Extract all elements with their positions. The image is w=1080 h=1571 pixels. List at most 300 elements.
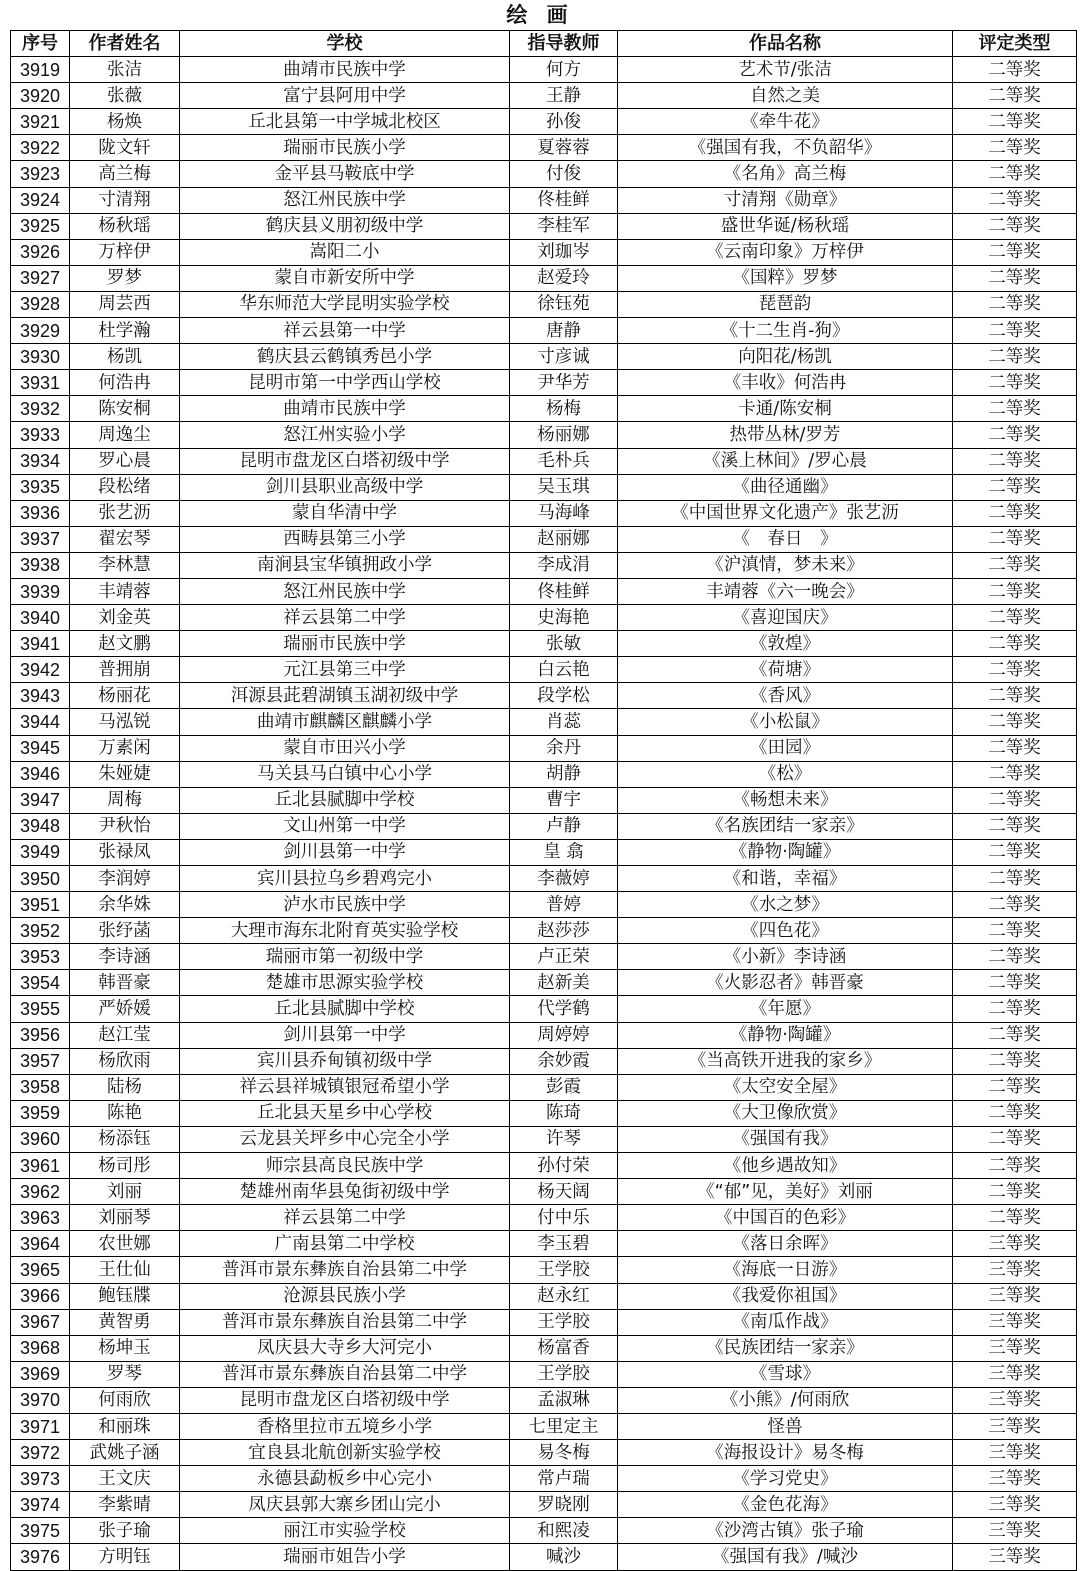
table-row [11, 1022, 1077, 1048]
serial-cell: 3927 [11, 265, 70, 291]
teacher-cell: 徐钰苑 [510, 291, 618, 317]
school-cell: 昆明市盘龙区白塔初级中学 [180, 448, 510, 474]
award-cell: 二等奖 [953, 265, 1077, 291]
author-cell: 张禄凤 [70, 839, 180, 865]
table-row [11, 1387, 1077, 1413]
award-cell: 三等奖 [953, 1283, 1077, 1309]
award-cell: 三等奖 [953, 1231, 1077, 1257]
work-title-cell: 《民族团结一家亲》 [618, 1335, 953, 1361]
school-cell: 宾川县拉乌乡碧鸡完小 [180, 866, 510, 892]
award-cell: 二等奖 [953, 344, 1077, 370]
serial-cell: 3974 [11, 1492, 70, 1518]
author-cell: 武姚子涵 [70, 1440, 180, 1466]
author-cell: 寸清翔 [70, 187, 180, 213]
table-row [11, 1231, 1077, 1257]
school-cell: 富宁县阿用中学 [180, 83, 510, 109]
award-cell: 三等奖 [953, 1257, 1077, 1283]
table-row [11, 839, 1077, 865]
work-title-cell: 《畅想未来》 [618, 787, 953, 813]
author-cell: 罗心晨 [70, 448, 180, 474]
school-cell: 蒙自市田兴小学 [180, 735, 510, 761]
school-cell: 丘北县腻脚中学校 [180, 787, 510, 813]
school-cell: 剑川县职业高级中学 [180, 474, 510, 500]
award-cell: 二等奖 [953, 761, 1077, 787]
teacher-cell: 李成涓 [510, 552, 618, 578]
award-cell: 二等奖 [953, 83, 1077, 109]
teacher-cell: 孙付荣 [510, 1153, 618, 1179]
serial-cell: 3930 [11, 344, 70, 370]
serial-cell: 3964 [11, 1231, 70, 1257]
serial-cell: 3968 [11, 1335, 70, 1361]
author-cell: 陆杨 [70, 1074, 180, 1100]
table-row [11, 161, 1077, 187]
teacher-cell: 张敏 [510, 631, 618, 657]
work-title-cell: 《沪滇情，梦未来》 [618, 552, 953, 578]
author-cell: 杨司彤 [70, 1153, 180, 1179]
header-serial: 序号 [11, 31, 70, 57]
table-row [11, 813, 1077, 839]
teacher-cell: 李玉碧 [510, 1231, 618, 1257]
table-row [11, 605, 1077, 631]
award-cell: 二等奖 [953, 500, 1077, 526]
table-row [11, 970, 1077, 996]
work-title-cell: 《静物·陶罐》 [618, 839, 953, 865]
serial-cell: 3940 [11, 605, 70, 631]
serial-cell: 3957 [11, 1048, 70, 1074]
school-cell: 洱源县茈碧湖镇玉湖初级中学 [180, 683, 510, 709]
table-row [11, 1283, 1077, 1309]
table-row [11, 552, 1077, 578]
teacher-cell: 杨丽娜 [510, 422, 618, 448]
table-row [11, 448, 1077, 474]
author-cell: 李润婷 [70, 866, 180, 892]
table-row [11, 1361, 1077, 1387]
work-title-cell: 《“郁”见，美好》刘丽 [618, 1179, 953, 1205]
table-row [11, 1335, 1077, 1361]
work-title-cell: 《小新》李诗涵 [618, 944, 953, 970]
work-title-cell: 《小熊》/何雨欣 [618, 1387, 953, 1413]
author-cell: 赵江莹 [70, 1022, 180, 1048]
award-cell: 二等奖 [953, 448, 1077, 474]
school-cell: 沧源县民族小学 [180, 1283, 510, 1309]
award-cell: 三等奖 [953, 1440, 1077, 1466]
award-cell: 二等奖 [953, 970, 1077, 996]
teacher-cell: 代学鹤 [510, 996, 618, 1022]
teacher-cell: 赵莎莎 [510, 918, 618, 944]
author-cell: 张艺沥 [70, 500, 180, 526]
teacher-cell: 唐静 [510, 318, 618, 344]
teacher-cell: 肖蕊 [510, 709, 618, 735]
table-row [11, 918, 1077, 944]
award-cell: 三等奖 [953, 1361, 1077, 1387]
table-row [11, 892, 1077, 918]
header-author: 作者姓名 [70, 31, 180, 57]
award-cell: 二等奖 [953, 735, 1077, 761]
teacher-cell: 许琴 [510, 1126, 618, 1152]
serial-cell: 3966 [11, 1283, 70, 1309]
school-cell: 曲靖市麒麟区麒麟小学 [180, 709, 510, 735]
teacher-cell: 赵爱玲 [510, 265, 618, 291]
teacher-cell: 付俊 [510, 161, 618, 187]
page-title: 绘 画 [506, 3, 574, 27]
serial-cell: 3943 [11, 683, 70, 709]
award-cell: 二等奖 [953, 1074, 1077, 1100]
school-cell: 普洱市景东彝族自治县第二中学 [180, 1309, 510, 1335]
work-title-cell: 《 春日 》 [618, 526, 953, 552]
table-row [11, 1413, 1077, 1439]
work-title-cell: 自然之美 [618, 83, 953, 109]
award-cell: 二等奖 [953, 57, 1077, 83]
award-cell: 二等奖 [953, 109, 1077, 135]
table-row [11, 109, 1077, 135]
work-title-cell: 《强国有我》/喊沙 [618, 1544, 953, 1570]
teacher-cell: 段学松 [510, 683, 618, 709]
author-cell: 杨添钰 [70, 1126, 180, 1152]
author-cell: 和丽珠 [70, 1413, 180, 1439]
serial-cell: 3971 [11, 1413, 70, 1439]
award-cell: 二等奖 [953, 605, 1077, 631]
author-cell: 何浩冉 [70, 370, 180, 396]
serial-cell: 3935 [11, 474, 70, 500]
school-cell: 瑞丽市民族小学 [180, 135, 510, 161]
award-cell: 二等奖 [953, 944, 1077, 970]
teacher-cell: 曹宇 [510, 787, 618, 813]
work-title-cell: 卡通/陈安桐 [618, 396, 953, 422]
table-header-row [11, 31, 1077, 57]
author-cell: 陈安桐 [70, 396, 180, 422]
teacher-cell: 王学胶 [510, 1257, 618, 1283]
serial-cell: 3926 [11, 239, 70, 265]
author-cell: 翟宏琴 [70, 526, 180, 552]
serial-cell: 3929 [11, 318, 70, 344]
table-row [11, 761, 1077, 787]
serial-cell: 3965 [11, 1257, 70, 1283]
teacher-cell: 何方 [510, 57, 618, 83]
award-table [10, 30, 1077, 1571]
school-cell: 剑川县第一中学 [180, 839, 510, 865]
serial-cell: 3954 [11, 970, 70, 996]
school-cell: 祥云县祥城镇银冠希望小学 [180, 1074, 510, 1100]
author-cell: 周梅 [70, 787, 180, 813]
serial-cell: 3956 [11, 1022, 70, 1048]
work-title-cell: 《当高铁开进我的家乡》 [618, 1048, 953, 1074]
school-cell: 马关县马白镇中心小学 [180, 761, 510, 787]
teacher-cell: 尹华芳 [510, 370, 618, 396]
serial-cell: 3925 [11, 213, 70, 239]
school-cell: 云龙县关坪乡中心完全小学 [180, 1126, 510, 1152]
award-cell: 三等奖 [953, 1518, 1077, 1544]
table-row [11, 83, 1077, 109]
award-cell: 三等奖 [953, 1335, 1077, 1361]
table-row [11, 1074, 1077, 1100]
school-cell: 曲靖市民族中学 [180, 57, 510, 83]
teacher-cell: 吴玉琪 [510, 474, 618, 500]
teacher-cell: 李桂军 [510, 213, 618, 239]
serial-cell: 3967 [11, 1309, 70, 1335]
award-cell: 二等奖 [953, 291, 1077, 317]
serial-cell: 3946 [11, 761, 70, 787]
work-title-cell: 《名族团结一家亲》 [618, 813, 953, 839]
author-cell: 张纾菡 [70, 918, 180, 944]
author-cell: 丰靖蓉 [70, 578, 180, 604]
work-title-cell: 盛世华诞/杨秋瑶 [618, 213, 953, 239]
author-cell: 杨凯 [70, 344, 180, 370]
work-title-cell: 《中国百的色彩》 [618, 1205, 953, 1231]
school-cell: 丘北县腻脚中学校 [180, 996, 510, 1022]
work-title-cell: 《和谐，幸福》 [618, 866, 953, 892]
school-cell: 金平县马鞍底中学 [180, 161, 510, 187]
author-cell: 李诗涵 [70, 944, 180, 970]
school-cell: 永德县勐板乡中心完小 [180, 1466, 510, 1492]
award-cell: 二等奖 [953, 1100, 1077, 1126]
serial-cell: 3928 [11, 291, 70, 317]
author-cell: 杜学瀚 [70, 318, 180, 344]
author-cell: 农世娜 [70, 1231, 180, 1257]
teacher-cell: 赵丽娜 [510, 526, 618, 552]
author-cell: 杨丽花 [70, 683, 180, 709]
teacher-cell: 马海峰 [510, 500, 618, 526]
author-cell: 罗梦 [70, 265, 180, 291]
school-cell: 泸水市民族中学 [180, 892, 510, 918]
award-cell: 二等奖 [953, 396, 1077, 422]
work-title-cell: 《南瓜作战》 [618, 1309, 953, 1335]
teacher-cell: 余妙霞 [510, 1048, 618, 1074]
work-title-cell: 《松》 [618, 761, 953, 787]
work-title-cell: 热带丛林/罗芳 [618, 422, 953, 448]
serial-cell: 3931 [11, 370, 70, 396]
school-cell: 元江县第三中学 [180, 657, 510, 683]
school-cell: 楚雄市思源实验学校 [180, 970, 510, 996]
work-title-cell: 《落日余晖》 [618, 1231, 953, 1257]
work-title-cell: 艺术节/张洁 [618, 57, 953, 83]
work-title-cell: 琵琶韵 [618, 291, 953, 317]
teacher-cell: 杨天阔 [510, 1179, 618, 1205]
school-cell: 昆明市第一中学西山学校 [180, 370, 510, 396]
work-title-cell: 向阳花/杨凯 [618, 344, 953, 370]
award-cell: 二等奖 [953, 631, 1077, 657]
serial-cell: 3937 [11, 526, 70, 552]
author-cell: 杨焕 [70, 109, 180, 135]
table-row [11, 631, 1077, 657]
school-cell: 怒江州实验小学 [180, 422, 510, 448]
table-row [11, 526, 1077, 552]
header-teacher: 指导教师 [510, 31, 618, 57]
teacher-cell: 佟桂鲜 [510, 578, 618, 604]
teacher-cell: 陈琦 [510, 1100, 618, 1126]
teacher-cell: 余丹 [510, 735, 618, 761]
award-cell: 二等奖 [953, 839, 1077, 865]
teacher-cell: 罗晓刚 [510, 1492, 618, 1518]
school-cell: 祥云县第二中学 [180, 1205, 510, 1231]
school-cell: 文山州第一中学 [180, 813, 510, 839]
table-row [11, 683, 1077, 709]
award-cell: 三等奖 [953, 1413, 1077, 1439]
table-row [11, 1153, 1077, 1179]
teacher-cell: 毛朴兵 [510, 448, 618, 474]
author-cell: 鲍钰牒 [70, 1283, 180, 1309]
author-cell: 张薇 [70, 83, 180, 109]
serial-cell: 3938 [11, 552, 70, 578]
teacher-cell: 易冬梅 [510, 1440, 618, 1466]
teacher-cell: 孟淑琳 [510, 1387, 618, 1413]
school-cell: 瑞丽市民族中学 [180, 631, 510, 657]
work-title-cell: 《水之梦》 [618, 892, 953, 918]
table-row [11, 422, 1077, 448]
award-cell: 三等奖 [953, 1387, 1077, 1413]
school-cell: 鹤庆县云鹤镇秀邑小学 [180, 344, 510, 370]
school-cell: 楚雄州南华县兔街初级中学 [180, 1179, 510, 1205]
teacher-cell: 佟桂鲜 [510, 187, 618, 213]
serial-cell: 3973 [11, 1466, 70, 1492]
teacher-cell: 七里定主 [510, 1413, 618, 1439]
author-cell: 周芸西 [70, 291, 180, 317]
table-row [11, 291, 1077, 317]
award-cell: 三等奖 [953, 1544, 1077, 1570]
award-cell: 三等奖 [953, 1309, 1077, 1335]
serial-cell: 3962 [11, 1179, 70, 1205]
teacher-cell: 李薇婷 [510, 866, 618, 892]
serial-cell: 3933 [11, 422, 70, 448]
serial-cell: 3958 [11, 1074, 70, 1100]
serial-cell: 3919 [11, 57, 70, 83]
teacher-cell: 卢静 [510, 813, 618, 839]
school-cell: 丘北县天星乡中心学校 [180, 1100, 510, 1126]
table-row [11, 1518, 1077, 1544]
teacher-cell: 周婷婷 [510, 1022, 618, 1048]
award-cell: 二等奖 [953, 892, 1077, 918]
school-cell: 普洱市景东彝族自治县第二中学 [180, 1361, 510, 1387]
table-row [11, 265, 1077, 291]
school-cell: 宾川县乔甸镇初级中学 [180, 1048, 510, 1074]
work-title-cell: 《荷塘》 [618, 657, 953, 683]
author-cell: 段松绪 [70, 474, 180, 500]
teacher-cell: 杨富香 [510, 1335, 618, 1361]
award-cell: 二等奖 [953, 187, 1077, 213]
teacher-cell: 刘珈岑 [510, 239, 618, 265]
school-cell: 大理市海东北附育英实验学校 [180, 918, 510, 944]
award-cell: 二等奖 [953, 318, 1077, 344]
serial-cell: 3961 [11, 1153, 70, 1179]
author-cell: 罗琴 [70, 1361, 180, 1387]
work-title-cell: 《牵牛花》 [618, 109, 953, 135]
award-cell: 二等奖 [953, 474, 1077, 500]
work-title-cell: 《国粹》罗梦 [618, 265, 953, 291]
award-cell: 二等奖 [953, 161, 1077, 187]
award-cell: 二等奖 [953, 1126, 1077, 1152]
serial-cell: 3942 [11, 657, 70, 683]
author-cell: 朱娅婕 [70, 761, 180, 787]
header-work-title: 作品名称 [618, 31, 953, 57]
work-title-cell: 《曲径通幽》 [618, 474, 953, 500]
serial-cell: 3970 [11, 1387, 70, 1413]
work-title-cell: 《丰收》何浩冉 [618, 370, 953, 396]
serial-cell: 3948 [11, 813, 70, 839]
school-cell: 祥云县第二中学 [180, 605, 510, 631]
work-title-cell: 《火影忍者》韩晋豪 [618, 970, 953, 996]
header-school: 学校 [180, 31, 510, 57]
table-row [11, 1309, 1077, 1335]
work-title-cell: 寸清翔《勋章》 [618, 187, 953, 213]
school-cell: 凤庆县大寺乡大河完小 [180, 1335, 510, 1361]
work-title-cell: 《溪上林间》/罗心晨 [618, 448, 953, 474]
award-cell: 二等奖 [953, 787, 1077, 813]
serial-cell: 3972 [11, 1440, 70, 1466]
school-cell: 曲靖市民族中学 [180, 396, 510, 422]
teacher-cell: 孙俊 [510, 109, 618, 135]
serial-cell: 3953 [11, 944, 70, 970]
author-cell: 何雨欣 [70, 1387, 180, 1413]
teacher-cell: 付中乐 [510, 1205, 618, 1231]
serial-cell: 3969 [11, 1361, 70, 1387]
table-body [11, 57, 1077, 1570]
work-title-cell: 《年愿》 [618, 996, 953, 1022]
table-row [11, 1466, 1077, 1492]
work-title-cell: 《静物·陶罐》 [618, 1022, 953, 1048]
serial-cell: 3922 [11, 135, 70, 161]
author-cell: 万素闲 [70, 735, 180, 761]
school-cell: 蒙自市新安所中学 [180, 265, 510, 291]
header-award: 评定类型 [953, 31, 1077, 57]
work-title-cell: 怪兽 [618, 1413, 953, 1439]
teacher-cell: 和熙凌 [510, 1518, 618, 1544]
table-row [11, 135, 1077, 161]
author-cell: 普拥崩 [70, 657, 180, 683]
serial-cell: 3936 [11, 500, 70, 526]
school-cell: 南涧县宝华镇拥政小学 [180, 552, 510, 578]
table-row [11, 657, 1077, 683]
table-row [11, 1544, 1077, 1570]
serial-cell: 3963 [11, 1205, 70, 1231]
award-cell: 二等奖 [953, 239, 1077, 265]
serial-cell: 3932 [11, 396, 70, 422]
serial-cell: 3924 [11, 187, 70, 213]
serial-cell: 3944 [11, 709, 70, 735]
work-title-cell: 《强国有我，不负韶华》 [618, 135, 953, 161]
teacher-cell: 王学胶 [510, 1361, 618, 1387]
table-row [11, 996, 1077, 1022]
award-cell: 二等奖 [953, 657, 1077, 683]
author-cell: 杨欣雨 [70, 1048, 180, 1074]
teacher-cell: 彭霞 [510, 1074, 618, 1100]
serial-cell: 3949 [11, 839, 70, 865]
school-cell: 丘北县第一中学城北校区 [180, 109, 510, 135]
table-row [11, 370, 1077, 396]
author-cell: 杨秋瑶 [70, 213, 180, 239]
serial-cell: 3945 [11, 735, 70, 761]
school-cell: 剑川县第一中学 [180, 1022, 510, 1048]
table-row [11, 213, 1077, 239]
serial-cell: 3934 [11, 448, 70, 474]
table-row [11, 1126, 1077, 1152]
work-title-cell: 《名角》高兰梅 [618, 161, 953, 187]
work-title-cell: 《香风》 [618, 683, 953, 709]
table-row [11, 1179, 1077, 1205]
work-title-cell: 《海底一日游》 [618, 1257, 953, 1283]
table-row [11, 709, 1077, 735]
serial-cell: 3950 [11, 866, 70, 892]
work-title-cell: 《学习党史》 [618, 1466, 953, 1492]
author-cell: 王仕仙 [70, 1257, 180, 1283]
work-title-cell: 《四色花》 [618, 918, 953, 944]
author-cell: 黄智勇 [70, 1309, 180, 1335]
serial-cell: 3941 [11, 631, 70, 657]
author-cell: 韩晋豪 [70, 970, 180, 996]
serial-cell: 3951 [11, 892, 70, 918]
award-cell: 二等奖 [953, 918, 1077, 944]
table-row [11, 1492, 1077, 1518]
work-title-cell: 《太空安全屋》 [618, 1074, 953, 1100]
teacher-cell: 常卢瑞 [510, 1466, 618, 1492]
